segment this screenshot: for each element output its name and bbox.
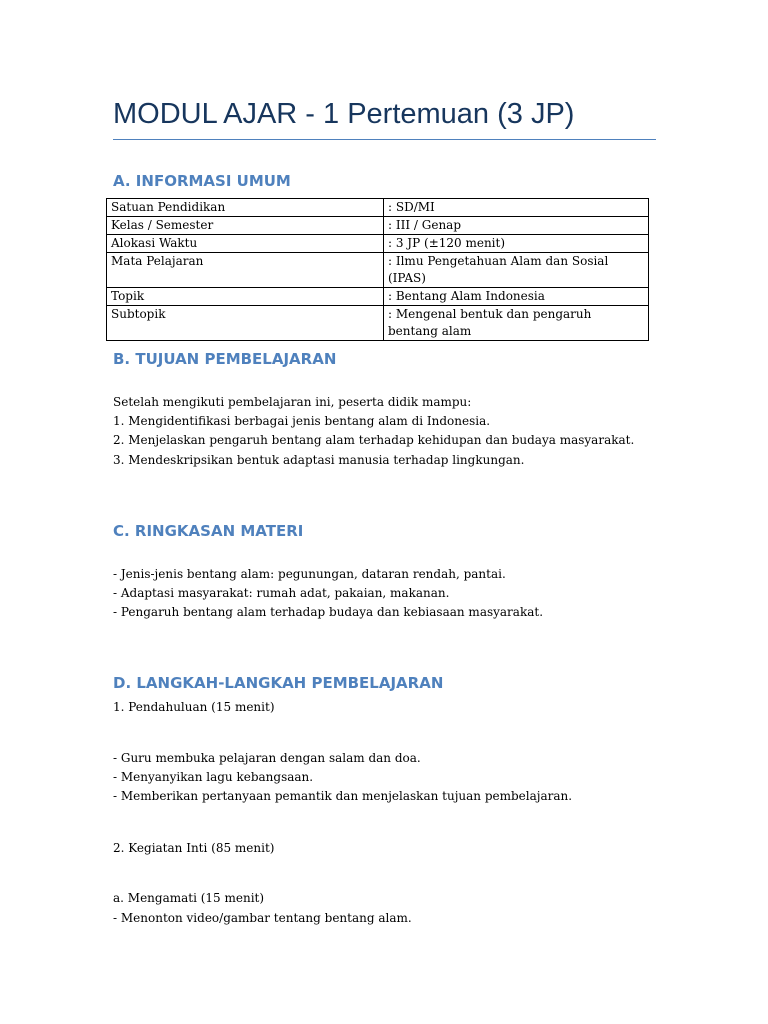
tujuan-item: 3. Mendeskripsikan bentuk adaptasi manusia terhadap lingkungan. — [113, 453, 525, 467]
mengamati-item: - Menonton video/gambar tentang bentang alam. — [113, 911, 412, 925]
tujuan-item: 2. Menjelaskan pengaruh bentang alam terhadap kehidupan dan budaya masyarakat. — [113, 433, 635, 447]
table-cell-key: Satuan Pendidikan — [107, 199, 384, 217]
table-row — [107, 217, 649, 235]
table-cell-key: Alokasi Waktu — [107, 235, 384, 253]
heading-ringkasan-materi: C. RINGKASAN MATERI — [113, 522, 304, 540]
mengamati-title: a. Mengamati (15 menit) — [113, 891, 265, 905]
tujuan-intro: Setelah mengikuti pembelajaran ini, peserta didik mampu: — [113, 395, 472, 409]
table-row — [107, 306, 649, 341]
table-row — [107, 235, 649, 253]
document-title: MODUL AJAR - 1 Pertemuan (3 JP) — [113, 98, 575, 130]
table-cell-key: Topik — [107, 288, 384, 306]
title-underline — [113, 139, 656, 140]
pendahuluan-item: - Memberikan pertanyaan pemantik dan menjelaskan tujuan pembelajaran. — [113, 789, 573, 803]
heading-tujuan-pembelajaran: B. TUJUAN PEMBELAJARAN — [113, 350, 337, 368]
table-cell-key: Subtopik — [107, 306, 384, 341]
kegiatan-inti-title: 2. Kegiatan Inti (85 menit) — [113, 841, 275, 855]
table-cell-value: : Mengenal bentuk dan pengaruh bentang alam — [384, 306, 649, 341]
table-cell-value: : Ilmu Pengetahuan Alam dan Sosial (IPAS) — [384, 253, 649, 288]
pendahuluan-item: - Guru membuka pelajaran dengan salam dan doa. — [113, 751, 421, 765]
table-row — [107, 253, 649, 288]
table-cell-key: Mata Pelajaran — [107, 253, 384, 288]
table-cell-value: : III / Genap — [384, 217, 649, 235]
table-cell-value: : Bentang Alam Indonesia — [384, 288, 649, 306]
heading-langkah-pembelajaran: D. LANGKAH-LANGKAH PEMBELAJARAN — [113, 674, 444, 692]
heading-informasi-umum: A. INFORMASI UMUM — [113, 172, 291, 190]
info-table — [106, 198, 649, 341]
table-cell-value: : SD/MI — [384, 199, 649, 217]
materi-item: - Jenis-jenis bentang alam: pegunungan, dataran rendah, pantai. — [113, 567, 506, 581]
materi-item: - Pengaruh bentang alam terhadap budaya dan kebiasaan masyarakat. — [113, 605, 544, 619]
pendahuluan-item: - Menyanyikan lagu kebangsaan. — [113, 770, 314, 784]
tujuan-item: 1. Mengidentifikasi berbagai jenis bentang alam di Indonesia. — [113, 414, 491, 428]
materi-item: - Adaptasi masyarakat: rumah adat, pakaian, makanan. — [113, 586, 450, 600]
pendahuluan-title: 1. Pendahuluan (15 menit) — [113, 700, 275, 714]
table-row — [107, 199, 649, 217]
table-row — [107, 288, 649, 306]
table-cell-key: Kelas / Semester — [107, 217, 384, 235]
table-cell-value: : 3 JP (±120 menit) — [384, 235, 649, 253]
